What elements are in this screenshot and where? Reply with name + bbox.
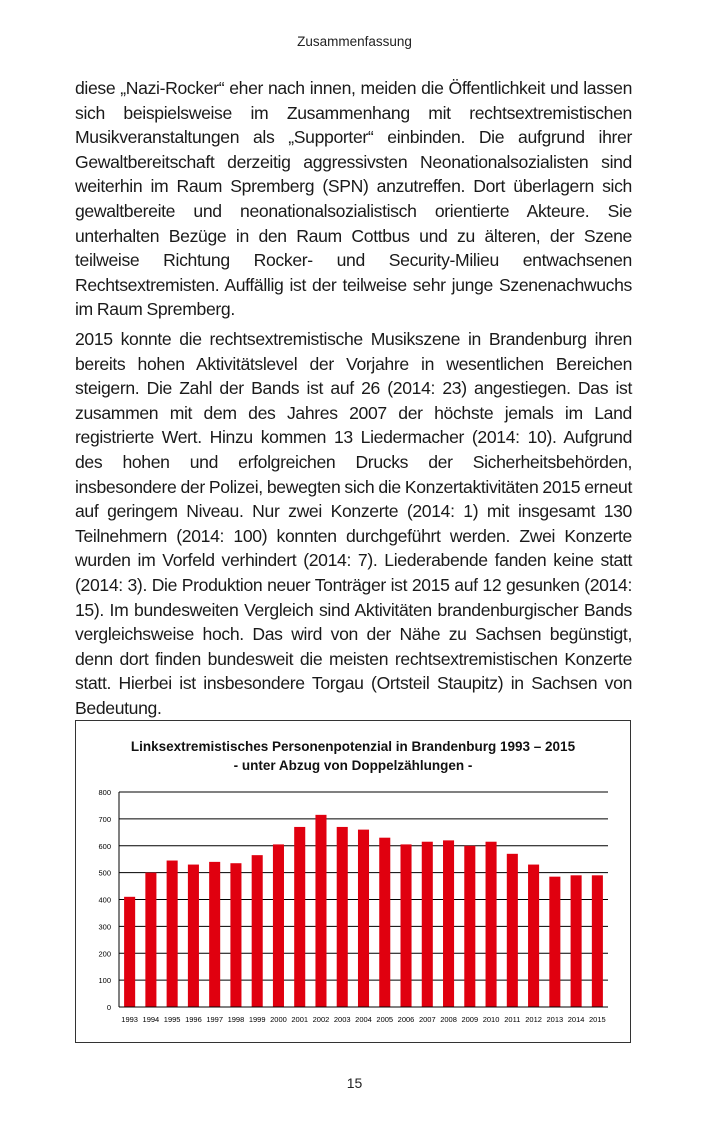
y-tick-label: 300 (98, 922, 111, 932)
x-tick-label: 1993 (121, 1015, 138, 1024)
paragraph-text: diese „Nazi-Rocker“ eher nach innen, meiden die Öffentlichkeit und lassen sich beispielsweise im Zusammenhang mit rechtsextremistischen Musikveranstaltungen als „Supporter“ einbinden. Die aufgrund ihrer Gewaltbereitschaft derzeitig aggressivsten Neonationalsozialisten sind weiterhin im Raum Spremberg (SPN) anzutreffen. Dort überlagern sich gewaltbereite und neonationalsozialistisch orientierte Akteure. Sie unterhalten Bezüge in den Raum Cottbus und zu älteren, der Szene teilweise Richtung Rocker- und Security-Milieu entwachsenen Rechtsextremisten. Auffällig ist der teilweise sehr junge Szenenachwuchs im Raum Spremberg. (75, 78, 632, 320)
bar-2005 (379, 838, 390, 1007)
chart-figure (75, 720, 631, 1043)
x-tick-label: 2008 (440, 1015, 457, 1024)
bar-2010 (486, 842, 497, 1007)
bar-2012 (528, 865, 539, 1007)
bar-2006 (400, 844, 411, 1007)
x-tick-label: 1996 (185, 1015, 202, 1024)
x-tick-label: 2000 (270, 1015, 287, 1024)
bar-2015 (592, 875, 603, 1007)
body-paragraph-1 (75, 76, 632, 322)
bar-2007 (422, 842, 433, 1007)
y-tick-label: 800 (98, 788, 111, 797)
y-tick-label: 0 (106, 1003, 111, 1012)
x-tick-label: 2012 (525, 1015, 542, 1024)
bar-chart (76, 721, 632, 1044)
bar-1996 (188, 865, 199, 1007)
bar-2001 (294, 827, 305, 1007)
bar-2008 (443, 840, 454, 1007)
x-tick-label: 2009 (461, 1015, 479, 1024)
chart-subtitle: - unter Abzug von Doppelzählungen - (233, 758, 473, 773)
y-tick-label: 400 (98, 895, 111, 905)
bar-1994 (145, 873, 156, 1007)
x-tick-label: 1997 (206, 1015, 224, 1024)
bar-1993 (124, 897, 135, 1007)
x-tick-label: 2006 (397, 1015, 415, 1024)
y-tick-label: 100 (98, 976, 111, 986)
bar-2014 (571, 875, 582, 1007)
x-tick-label: 2002 (312, 1015, 330, 1024)
y-tick-label: 500 (98, 868, 111, 878)
bar-1997 (209, 862, 220, 1007)
x-tick-label: 2004 (355, 1015, 372, 1024)
x-tick-label: 2011 (504, 1015, 521, 1024)
bar-2000 (273, 844, 284, 1007)
chart-title: Linksextremistisches Personenpotenzial in Brandenburg 1993 – 2015 (130, 739, 576, 754)
y-tick-label: 600 (98, 841, 111, 851)
bar-2009 (464, 846, 475, 1007)
x-tick-label: 2005 (376, 1015, 394, 1024)
y-tick-label: 200 (98, 949, 111, 959)
bar-2004 (358, 830, 369, 1007)
bar-1995 (167, 861, 178, 1007)
bar-1999 (252, 855, 263, 1007)
x-tick-label: 2003 (333, 1015, 351, 1024)
x-tick-label: 2010 (482, 1015, 500, 1024)
x-tick-label: 1994 (142, 1015, 160, 1024)
x-tick-label: 2014 (567, 1015, 585, 1024)
bar-2003 (337, 827, 348, 1007)
bar-2011 (507, 854, 518, 1007)
x-tick-label: 2013 (546, 1015, 564, 1024)
running-header: Zusammenfassung (297, 34, 412, 49)
y-tick-label: 700 (98, 814, 111, 824)
page-number: 15 (346, 1075, 363, 1091)
x-tick-label: 1998 (227, 1015, 245, 1024)
x-tick-label: 2015 (589, 1015, 606, 1024)
bar-2002 (315, 815, 326, 1007)
bar-1998 (230, 863, 241, 1007)
body-paragraph-2 (75, 327, 632, 721)
x-tick-label: 1995 (163, 1015, 181, 1024)
paragraph-text: 2015 konnte die rechtsextremistische Musikszene in Brandenburg ihren bereits hohen Aktivitätslevel der Vorjahre in wesentlichen Bereichen steigern. Die Zahl der Bands ist auf 26 (2014: 23) angestiegen. Das ist zusammen mit dem des Jahres 2007 der höchste jemals im Land registrierte Wert. Hinzu kommen 13 Liedermacher (2014: 10). Aufgrund des hohen und erfolgreichen Drucks der Sicherheitsbehörden, insbesondere der Polizei, bewegten sich die Konzertaktivitäten 2015 erneut auf geringem Niveau. Nur zwei Konzerte (2014: 1) mit insgesamt 130 Teilnehmern (2014: 100) konnten durchgeführt werden. Zwei Konzerte wurden im Vorfeld verhindert (2014: 7). Liederabende fanden keine statt (2014: 3). Die Produktion neuer Tonträger ist 2015 auf 12 gesunken (2014: 15). Im bundesweiten Vergleich sind Aktivitäten brandenburgischer Bands vergleichsweise hoch. Das wird von der Nähe zu Sachsen begünstigt, denn dort finden bundesweit die meisten rechtsextremistischen Konzerte statt. Hierbei ist insbesondere Torgau (Ortsteil Staupitz) in Sachsen von Bedeutung. (75, 329, 632, 718)
x-tick-label: 1999 (248, 1015, 266, 1024)
x-tick-label: 2001 (291, 1015, 309, 1024)
x-tick-label: 2007 (418, 1015, 436, 1024)
bar-2013 (549, 877, 560, 1007)
